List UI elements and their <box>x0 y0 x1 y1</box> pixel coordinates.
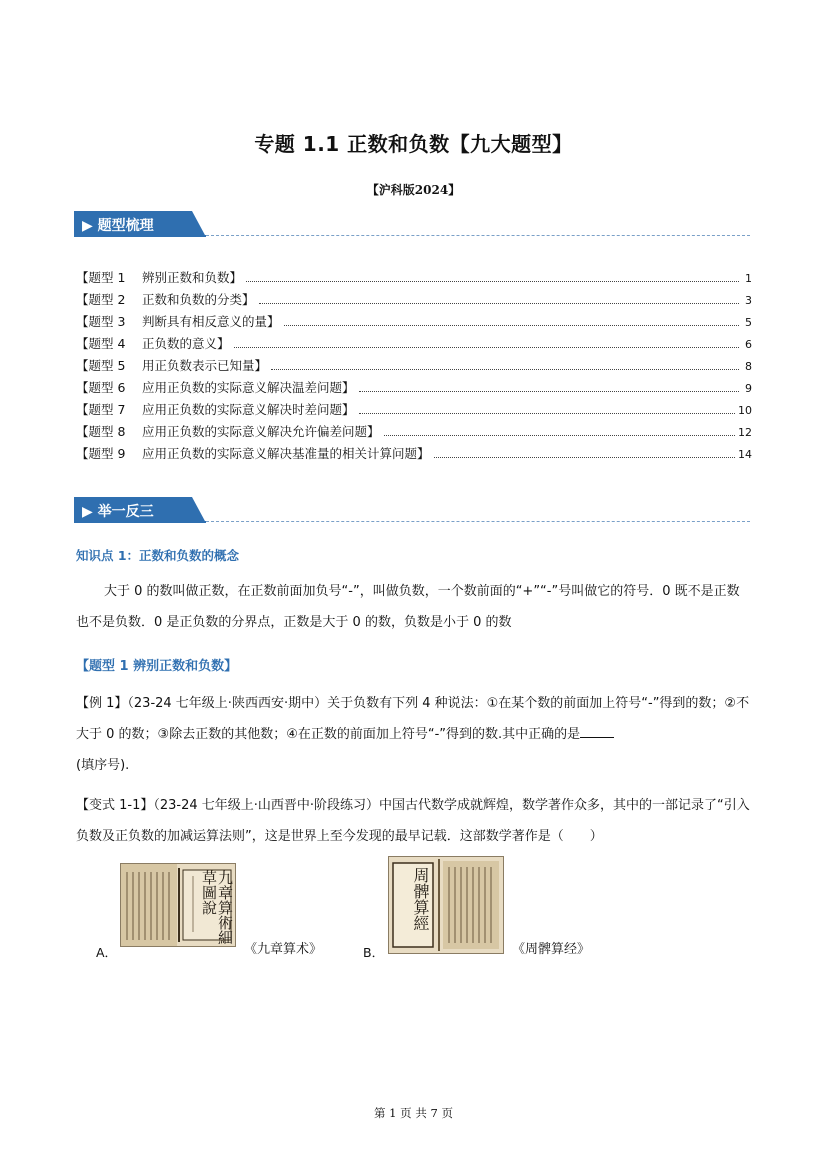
toc-item[interactable]: 【题型 2 正数和负数的分类】 3 <box>76 292 752 307</box>
option-b-book-name: 《周髀算经》 <box>512 942 591 957</box>
banner-divider <box>206 235 750 236</box>
answer-blank[interactable] <box>580 725 614 738</box>
toc-page-number: 5 <box>745 316 752 329</box>
section-title: 举一反三 <box>97 504 154 520</box>
example-1 <box>76 688 752 781</box>
toc-item[interactable]: 【题型 9 应用正负数的实际意义解决基准量的相关计算问题】 14 <box>76 446 752 461</box>
banner-divider <box>206 521 750 522</box>
toc-page-number: 9 <box>745 382 752 395</box>
toc-page-number: 10 <box>738 404 752 417</box>
document-title: 专题 1.1 正数和负数【九大题型】 <box>254 132 573 156</box>
type-heading: 【题型 1 辨别正数和负数】 <box>76 659 238 674</box>
page-footer: 第 1 页 共 7 页 <box>374 1106 453 1120</box>
book-image-jiuzhang <box>120 863 236 947</box>
play-icon: ▶ <box>82 504 93 520</box>
toc-item[interactable]: 【题型 3 判断具有相反意义的量】 5 <box>76 314 752 329</box>
book-cover-title: 周髀算經 <box>411 867 430 931</box>
example-1-suffix: (填序号). <box>76 758 130 773</box>
toc-item[interactable]: 【题型 7 应用正负数的实际意义解决时差问题】 10 <box>76 402 752 417</box>
option-a-letter[interactable]: A． <box>96 945 118 960</box>
toc-item[interactable]: 【题型 8 应用正负数的实际意义解决允许偏差问题】 12 <box>76 424 752 439</box>
book-image-zhoubi <box>388 856 504 954</box>
edition-label: 【沪科版2024】 <box>366 183 461 197</box>
example-1-text: 【例 1】（23-24 七年级上·陕西西安·期中）关于负数有下列 4 种说法：①在某个数的前面加上符号“-”得到的数；②不大于 0 的数；③除去正数的其他数；④在正数的前面加上符号“-”得到的数.其中正确的是 <box>76 696 750 742</box>
variant-1-1: 【变式 1-1】（23-24 七年级上·山西晋中·阶段练习）中国古代数学成就辉煌，数学著作众多，其中的一部记录了“引入负数及正负数的加减运算法则”，这是世界上至今发现的最早记载．这部数学著作是（ ） <box>76 798 750 844</box>
book-cover-title: 九章算術細草圖說 <box>200 870 234 945</box>
section-title: 题型梳理 <box>97 218 154 234</box>
table-of-contents <box>76 268 752 466</box>
section-banner-examples <box>74 497 750 523</box>
toc-item[interactable]: 【题型 5 用正负数表示已知量】 8 <box>76 358 752 373</box>
toc-page-number: 1 <box>745 272 752 285</box>
concept-paragraph: 大于 0 的数叫做正数，在正数前面加负号“-”，叫做负数，一个数前面的“+”“-”号叫做它的符号．0 既不是正数也不是负数．0 是正负数的分界点，正数是大于 0 的数，负数是小于 0 的数 <box>76 584 740 630</box>
section-banner-topic-outline <box>74 211 750 237</box>
toc-item[interactable]: 【题型 6 应用正负数的实际意义解决温差问题】 9 <box>76 380 752 395</box>
toc-page-number: 6 <box>745 338 752 351</box>
toc-page-number: 12 <box>738 426 752 439</box>
play-icon: ▶ <box>82 218 93 234</box>
toc-page-number: 3 <box>745 294 752 307</box>
option-a-book-name: 《九章算术》 <box>244 942 323 957</box>
toc-item[interactable]: 【题型 4 正负数的意义】 6 <box>76 336 752 351</box>
toc-page-number: 8 <box>745 360 752 373</box>
toc-item[interactable]: 【题型 1 辨别正数和负数】 1 <box>76 270 752 285</box>
option-b-letter[interactable]: B． <box>363 945 385 960</box>
toc-page-number: 14 <box>738 448 752 461</box>
knowledge-point-heading: 知识点 1：正数和负数的概念 <box>76 548 240 563</box>
